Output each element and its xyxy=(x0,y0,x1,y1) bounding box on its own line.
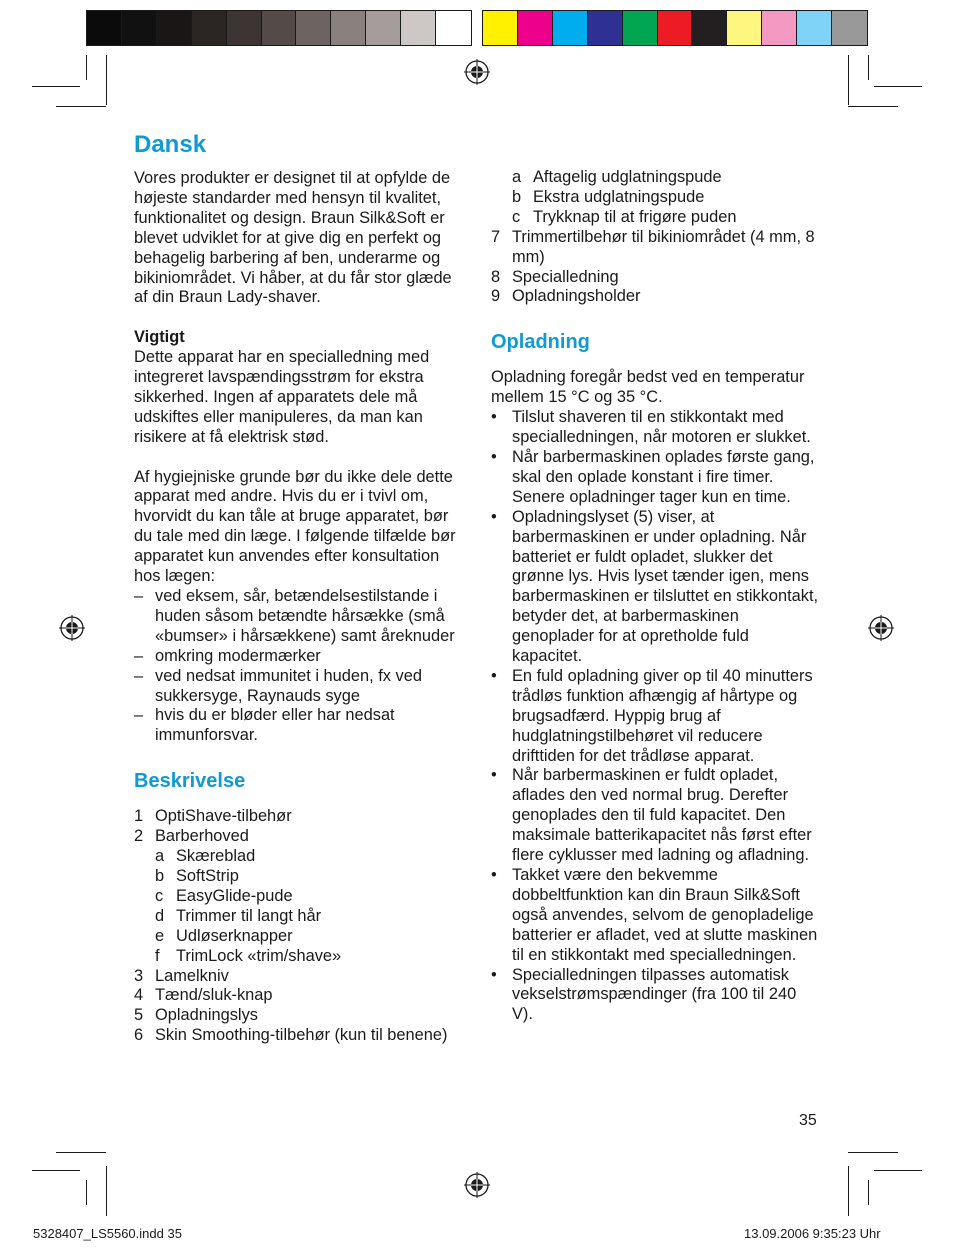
dash-marker: – xyxy=(134,706,144,725)
description-heading: Beskrivelse xyxy=(134,770,246,793)
item-letter: b xyxy=(155,866,165,885)
list-item-text: Trykknap til at frigøre puden xyxy=(533,207,737,226)
description-sub-list xyxy=(134,847,466,966)
color-swatch xyxy=(122,11,157,45)
list-item xyxy=(155,867,466,887)
list-item-text: Lamelkniv xyxy=(155,966,229,985)
list-item-text: En fuld opladning giver op til 40 minutters trådløs funktion afhængig af hårtype og brugsadfærd. Hyppig brug af hudglatningstilbehøret vil reducere drifttiden for det trådløse apparat. xyxy=(512,666,813,765)
list-item-text: Skæreblad xyxy=(176,847,256,866)
color-swatch xyxy=(762,11,797,45)
item-number: 8 xyxy=(491,267,501,286)
important-heading: Vigtigt xyxy=(134,328,185,347)
color-swatch xyxy=(483,11,518,45)
list-item xyxy=(491,667,821,767)
list-item-text: Skin Smoothing-tilbehør (kun til benene) xyxy=(155,1026,448,1045)
color-swatch xyxy=(87,11,122,45)
list-item xyxy=(134,587,466,647)
color-swatch xyxy=(366,11,401,45)
item-number: 4 xyxy=(134,986,144,1005)
color-swatch xyxy=(401,11,436,45)
list-item xyxy=(134,1026,466,1046)
list-item-text: OptiShave-tilbehør xyxy=(155,807,292,826)
item-number: 6 xyxy=(134,1026,144,1045)
list-item xyxy=(491,408,821,448)
list-item-text: Trimmer til langt hår xyxy=(176,906,322,925)
list-item-text: Trimmertilbehør til bikiniområdet (4 mm, 8 mm) xyxy=(512,227,815,266)
page-title: Dansk xyxy=(134,131,207,158)
description-list-continued xyxy=(134,967,466,1047)
list-item xyxy=(134,667,466,707)
color-swatch xyxy=(832,11,867,45)
list-item xyxy=(134,967,466,987)
hygiene-paragraph: Af hygiejniske grunde bør du ikke dele dette apparat med andre. Hvis du er i tvivl om, hvorvidt du kan tåle at bruge apparatet, bør du tale med din læge. I følgende tilfælde bør apparatet kun anvendes efter konsultation hos lægen: xyxy=(134,467,456,586)
bullet-marker: • xyxy=(491,666,497,685)
bullet-marker: • xyxy=(491,408,497,427)
list-item-text: hvis du er bløder eller har nedsat immunforsvar. xyxy=(155,706,395,745)
item-letter: b xyxy=(512,187,522,206)
list-item-text: Opladningslys xyxy=(155,1006,258,1025)
color-swatch xyxy=(157,11,192,45)
list-item-text: Ekstra udglatningspude xyxy=(533,187,705,206)
list-item-text: Opladningslyset (5) viser, at barbermaskinen er under opladning. Når batteriet er fuldt opladet, slukker det grønne lys. Hvis lyset tænder igen, mens barbermaskinen er tilsluttet en stikkontakt, betyder det, at barbermaskinen genoplader for at opretholde fuld kapacitet. xyxy=(512,507,819,666)
list-item xyxy=(134,986,466,1006)
list-item-text: Tilslut shaveren til en stikkontakt med specialledningen, når motoren er slukket. xyxy=(512,408,811,447)
list-item-text: Når barbermaskinen oplades første gang, skal den oplade konstant i fire timer. Senere opladninger tager kun en time. xyxy=(512,447,815,506)
list-item-text: ved eksem, sår, betændelsestilstande i huden såsom betændte hårsække (små «bumser» i hårsækkene) samt åreknuder xyxy=(155,587,455,645)
right-column xyxy=(491,168,821,1025)
item-number: 3 xyxy=(134,966,144,985)
color-swatch xyxy=(436,11,471,45)
item-letter: f xyxy=(155,946,160,965)
list-item-text: TrimLock «trim/shave» xyxy=(176,946,342,965)
description-list xyxy=(134,807,466,847)
list-item xyxy=(155,887,466,907)
charging-heading: Opladning xyxy=(491,331,590,354)
registration-mark-right-icon xyxy=(868,615,894,641)
list-item xyxy=(491,287,821,307)
list-item xyxy=(491,228,821,268)
item-letter: a xyxy=(155,847,165,866)
grayscale-calibration-bar xyxy=(86,10,472,46)
dash-marker: – xyxy=(134,646,144,665)
list-item xyxy=(491,268,821,288)
registration-mark-top-icon xyxy=(464,59,490,85)
list-item xyxy=(512,188,821,208)
list-item-text: Når barbermaskinen er fuldt opladet, aflades den ved normal brug. Derefter genoplades den til fuld kapacitet. Den maksimale batterikapacitet nås først efter flere cyklusser med ladning og afladning. xyxy=(512,766,812,865)
list-item xyxy=(155,947,466,967)
color-swatch xyxy=(296,11,331,45)
list-item xyxy=(134,827,466,847)
list-item-text: Takket være den bekvemme dobbeltfunktion kan din Braun Silk&Soft også anvendes, selvom de genopladelige batterier er afladet, ved at slutte maskinen til en stikkontakt med specialledningen. xyxy=(512,866,818,964)
list-item-text: ved nedsat immunitet i huden, fx ved sukkersyge, Raynauds syge xyxy=(155,666,422,705)
list-item xyxy=(491,508,821,667)
list-item-text: omkring modermærker xyxy=(155,646,321,665)
item-number: 9 xyxy=(491,287,501,306)
important-paragraph: Dette apparat har en specialledning med integreret lavspændingsstrøm for ekstra sikkerhed. Ingen af apparatets dele må udskiftes eller manipuleres, da man kan risikere at få elektrisk stød. xyxy=(134,348,430,446)
page-number: 35 xyxy=(799,1112,817,1129)
item-letter: d xyxy=(155,906,165,925)
footer-timestamp: 13.09.2006 9:35:23 Uhr xyxy=(744,1226,881,1241)
list-item xyxy=(512,168,821,188)
contraindication-list xyxy=(134,587,466,746)
list-item xyxy=(134,706,466,746)
color-swatch xyxy=(692,11,727,45)
color-calibration-bar xyxy=(482,10,868,46)
bullet-marker: • xyxy=(491,866,497,884)
bullet-marker: • xyxy=(491,965,497,984)
registration-mark-left-icon xyxy=(59,615,85,641)
list-item-text: Aftagelig udglatningspude xyxy=(533,168,722,186)
item-letter: c xyxy=(512,207,521,226)
list-item-text: Tænd/sluk-knap xyxy=(155,986,273,1005)
list-item-text: Specialledning xyxy=(512,267,619,286)
list-item-text: Barberhoved xyxy=(155,827,249,846)
description-list-continued-2 xyxy=(491,228,821,308)
item-number: 5 xyxy=(134,1006,144,1025)
color-swatch xyxy=(658,11,693,45)
charging-intro: Opladning foregår bedst ved en temperatur mellem 15 °C og 35 °C. xyxy=(491,368,805,407)
list-item xyxy=(155,847,466,867)
skin-smoothing-sub-list xyxy=(491,168,821,228)
list-item xyxy=(155,907,466,927)
list-item xyxy=(491,766,821,866)
dash-marker: – xyxy=(134,587,144,605)
list-item xyxy=(512,208,821,228)
dash-marker: – xyxy=(134,666,144,685)
list-item-text: SoftStrip xyxy=(176,866,239,885)
color-swatch xyxy=(623,11,658,45)
list-item-text: Udløserknapper xyxy=(176,926,293,945)
color-swatch xyxy=(331,11,366,45)
bullet-marker: • xyxy=(491,507,497,526)
footer-file-info: 5328407_LS5560.indd 35 xyxy=(33,1226,182,1241)
bullet-marker: • xyxy=(491,447,497,466)
list-item-text: Opladningsholder xyxy=(512,287,641,306)
list-item xyxy=(134,1006,466,1026)
item-number: 1 xyxy=(134,807,144,826)
intro-paragraph: Vores produkter er designet til at opfylde de højeste standarder med hensyn til kvalitet, funktionalitet og design. Braun Silk&Soft er blevet udviklet for at give dig en perfekt og behagelig barbering af ben, underarme og bikiniområdet. Vi håber, at du får stor glæde af din Braun Lady-shaver. xyxy=(134,169,452,307)
item-letter: a xyxy=(512,168,522,186)
list-item xyxy=(491,966,821,1026)
list-item-text: EasyGlide-pude xyxy=(176,886,293,905)
list-item xyxy=(491,866,821,966)
color-swatch xyxy=(192,11,227,45)
bullet-marker: • xyxy=(491,766,497,785)
left-column xyxy=(134,130,466,1046)
color-swatch xyxy=(262,11,297,45)
color-swatch xyxy=(518,11,553,45)
color-swatch xyxy=(588,11,623,45)
color-swatch xyxy=(227,11,262,45)
item-number: 7 xyxy=(491,227,501,246)
list-item-text: Specialledningen tilpasses automatisk vekselstrømspændinger (fra 100 til 240 V). xyxy=(512,965,797,1024)
list-item xyxy=(155,927,466,947)
item-letter: c xyxy=(155,886,164,905)
list-item xyxy=(134,647,466,667)
item-letter: e xyxy=(155,926,165,945)
list-item xyxy=(134,807,466,827)
charging-bullet-list xyxy=(491,408,821,1025)
registration-mark-bottom-icon xyxy=(464,1172,490,1198)
list-item xyxy=(491,448,821,508)
color-swatch xyxy=(797,11,832,45)
color-swatch xyxy=(553,11,588,45)
item-number: 2 xyxy=(134,827,144,846)
color-swatch xyxy=(727,11,762,45)
